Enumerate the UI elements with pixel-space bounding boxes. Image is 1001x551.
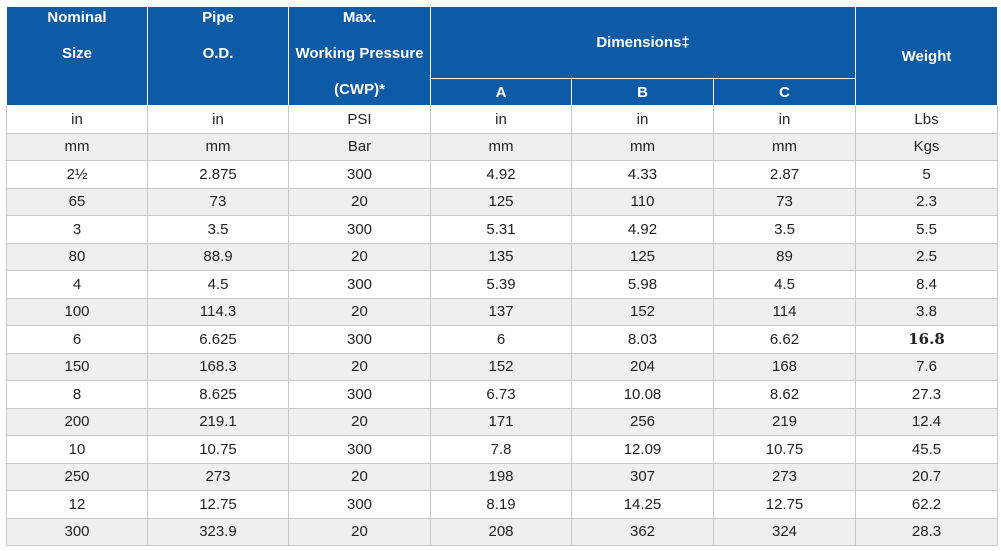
table-row — [7, 326, 998, 354]
table-cell: 5.5 — [856, 216, 998, 244]
table-cell: 2½ — [7, 161, 148, 189]
table-cell: 219.1 — [148, 408, 289, 436]
table-cell: in — [7, 106, 148, 134]
table-cell: 10.08 — [572, 381, 714, 409]
table-cell: 3.5 — [148, 216, 289, 244]
header-pipe-line-2: O.D. — [202, 45, 234, 62]
table-cell: 8.625 — [148, 381, 289, 409]
header-nominal-line-2: Size — [61, 45, 92, 62]
table-cell: in — [714, 106, 856, 134]
table-cell: 208 — [431, 518, 572, 546]
table-row — [7, 243, 998, 271]
table-cell: 14.25 — [572, 491, 714, 519]
table-row — [7, 161, 998, 189]
table-cell: 8 — [7, 381, 148, 409]
table-cell: 8.03 — [572, 326, 714, 354]
table-cell: 4 — [7, 271, 148, 299]
table-cell: mm — [431, 133, 572, 161]
table-cell: 10 — [7, 436, 148, 464]
table-cell: 171 — [431, 408, 572, 436]
table-cell: 7.8 — [431, 436, 572, 464]
table-cell: in — [572, 106, 714, 134]
table-cell: 20 — [289, 243, 431, 271]
table-cell: 5.31 — [431, 216, 572, 244]
table-cell: 300 — [7, 518, 148, 546]
table-cell: 20.7 — [856, 463, 998, 491]
table-cell: 300 — [289, 436, 431, 464]
table-cell: mm — [7, 133, 148, 161]
table-cell: 62.2 — [856, 491, 998, 519]
table-cell: 204 — [572, 353, 714, 381]
table-row — [7, 436, 998, 464]
table-cell: 110 — [572, 188, 714, 216]
table-cell: 300 — [289, 491, 431, 519]
header-dim-c: C — [714, 79, 856, 106]
header-pipe-line-1: Pipe — [202, 9, 234, 26]
table-cell: 3.5 — [714, 216, 856, 244]
table-cell: 6.625 — [148, 326, 289, 354]
table-cell: 27.3 — [856, 381, 998, 409]
table-cell: 324 — [714, 518, 856, 546]
table-row — [7, 298, 998, 326]
table-cell: 12.09 — [572, 436, 714, 464]
table-cell: 273 — [148, 463, 289, 491]
table-cell: 300 — [289, 161, 431, 189]
header-cwp-line-1: Max. — [342, 9, 377, 26]
table-row — [7, 381, 998, 409]
table-row — [7, 408, 998, 436]
table-cell: 2.875 — [148, 161, 289, 189]
table-cell: 5.98 — [572, 271, 714, 299]
header-dim-b: B — [572, 79, 714, 106]
table-cell: 300 — [289, 271, 431, 299]
table-cell: 198 — [431, 463, 572, 491]
table-cell: 307 — [572, 463, 714, 491]
table-cell: 65 — [7, 188, 148, 216]
table-cell: 2.5 — [856, 243, 998, 271]
table-cell: 256 — [572, 408, 714, 436]
table-cell: 323.9 — [148, 518, 289, 546]
table-cell: 6 — [7, 326, 148, 354]
table-cell: Bar — [289, 133, 431, 161]
table-cell: 4.92 — [431, 161, 572, 189]
header-dim-a: A — [431, 79, 572, 106]
table-cell: mm — [148, 133, 289, 161]
table-cell: 100 — [7, 298, 148, 326]
header-cwp-line-3: (CWP)* — [334, 81, 385, 98]
table-cell: 168 — [714, 353, 856, 381]
table-cell: 5 — [856, 161, 998, 189]
header-cwp-line-2: Working Pressure — [295, 45, 424, 62]
table-cell: 152 — [572, 298, 714, 326]
table-cell: mm — [714, 133, 856, 161]
table-cell: 10.75 — [714, 436, 856, 464]
table-cell: 152 — [431, 353, 572, 381]
specification-table — [6, 6, 998, 546]
table-cell: 137 — [431, 298, 572, 326]
table-cell: 7.6 — [856, 353, 998, 381]
table-cell: 135 — [431, 243, 572, 271]
table-cell: 168.3 — [148, 353, 289, 381]
table-cell: 4.92 — [572, 216, 714, 244]
table-row — [7, 133, 998, 161]
table-cell: in — [148, 106, 289, 134]
table-cell: mm — [572, 133, 714, 161]
table-cell: 273 — [714, 463, 856, 491]
table-cell: 12.75 — [714, 491, 856, 519]
table-row — [7, 491, 998, 519]
header-dimensions: Dimensions‡ — [431, 7, 856, 79]
table-cell: 300 — [289, 326, 431, 354]
table-cell: 300 — [289, 381, 431, 409]
table-cell: 20 — [289, 518, 431, 546]
table-cell: 300 — [289, 216, 431, 244]
table-cell: 10.75 — [148, 436, 289, 464]
table-cell: 250 — [7, 463, 148, 491]
table-cell: 45.5 — [856, 436, 998, 464]
table-cell: 6 — [431, 326, 572, 354]
table-cell: 114 — [714, 298, 856, 326]
table-cell: 80 — [7, 243, 148, 271]
table-cell: 2.3 — [856, 188, 998, 216]
table-cell: in — [431, 106, 572, 134]
table-cell: 2.87 — [714, 161, 856, 189]
table-cell: 8.4 — [856, 271, 998, 299]
table-cell: 219 — [714, 408, 856, 436]
table-row — [7, 106, 998, 134]
header-nominal-line-1: Nominal — [47, 9, 107, 26]
table-cell: 6.62 — [714, 326, 856, 354]
table-row — [7, 271, 998, 299]
table-cell: 5.39 — [431, 271, 572, 299]
table-cell: 20 — [289, 298, 431, 326]
table-row — [7, 518, 998, 546]
table-cell: 73 — [714, 188, 856, 216]
table-cell: 8.19 — [431, 491, 572, 519]
table-cell: 28.3 — [856, 518, 998, 546]
table-cell: 114.3 — [148, 298, 289, 326]
table-cell: 12.75 — [148, 491, 289, 519]
table-cell: 6.73 — [431, 381, 572, 409]
table-row — [7, 463, 998, 491]
table-cell: 200 — [7, 408, 148, 436]
table-cell: 125 — [431, 188, 572, 216]
table-cell: PSI — [289, 106, 431, 134]
table-cell: 89 — [714, 243, 856, 271]
table-cell: 8.62 — [714, 381, 856, 409]
header-nominal-size — [7, 7, 148, 106]
table-cell: 3 — [7, 216, 148, 244]
table-cell: 88.9 — [148, 243, 289, 271]
table-cell: 150 — [7, 353, 148, 381]
header-max-cwp — [289, 7, 431, 106]
table-cell: 12.4 — [856, 408, 998, 436]
header-pipe-od — [148, 7, 289, 106]
table-row — [7, 216, 998, 244]
table-cell: Lbs — [856, 106, 998, 134]
header-weight: Weight — [856, 7, 998, 106]
table-cell: 4.5 — [148, 271, 289, 299]
table-cell: 20 — [289, 463, 431, 491]
table-cell: 4.33 — [572, 161, 714, 189]
table-row — [7, 188, 998, 216]
table-cell: Kgs — [856, 133, 998, 161]
table-cell: 16.8 — [856, 326, 998, 354]
table-cell: 20 — [289, 408, 431, 436]
table-cell: 362 — [572, 518, 714, 546]
table-cell: 12 — [7, 491, 148, 519]
table-row — [7, 353, 998, 381]
table-cell: 3.8 — [856, 298, 998, 326]
table-cell: 20 — [289, 353, 431, 381]
table-cell: 73 — [148, 188, 289, 216]
table-cell: 125 — [572, 243, 714, 271]
table-body — [7, 106, 998, 546]
table-cell: 4.5 — [714, 271, 856, 299]
table-cell: 20 — [289, 188, 431, 216]
